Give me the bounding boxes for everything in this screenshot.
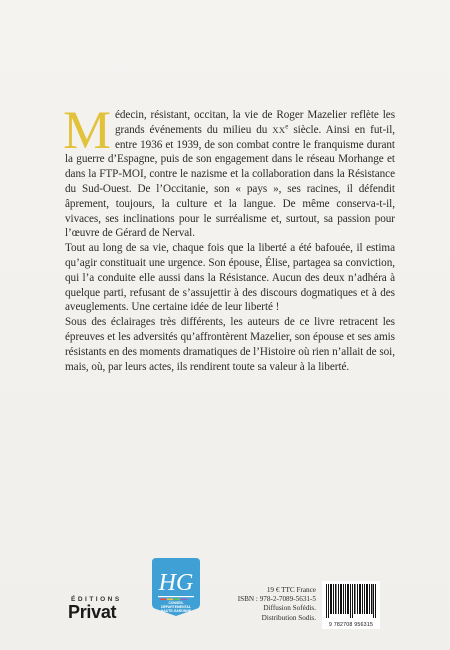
isbn: ISBN : 978-2-7089-5631-5 [237, 595, 316, 604]
century-numeral: XX [272, 124, 286, 135]
distribution: Distribution Sodis. [261, 613, 316, 622]
logo-caption: CONSEIL DÉPARTEMENTAL HAUTE-GARONNE [160, 601, 192, 613]
barcode-icon [322, 581, 380, 621]
diffusion: Diffusion Sofédis. [263, 604, 316, 613]
barcode [322, 581, 380, 629]
price: 19 € TTC France [266, 586, 316, 594]
summary-text [63, 100, 396, 374]
publisher-name: Privat [68, 602, 117, 622]
publisher-logo [68, 596, 133, 621]
logo-letters: HG [158, 570, 194, 596]
drop-cap: M [63, 100, 111, 160]
barcode-number: 9 782708 956315 [328, 622, 374, 628]
paragraph-1: Médecin, résistant, occitan, la vie de Roger Mazelier reflète les grands événements du milieu du XXe siècle. Ainsi en fut-il, entre 1936 et 1939, de son combat contre le franquisme durant la guerre d’Espagne, puis de son engagement dans le réseau Morhange et dans la FTP-MOI, contre le nazisme et la collaboration dans la Résistance du Sud-Ouest. De l’Occitanie, son « pays », ses racines, il défendit âprement, toujours, la culture et la langue. De même conserva-t-il, vivaces, ses inclinations pour le surréalisme et, surtout, sa passion pour l’œuvre de Gérard de Nerval. [63, 100, 396, 240]
haute-garonne-logo [150, 556, 202, 622]
publisher-label: ÉDITIONS [71, 596, 122, 603]
book-info [236, 586, 316, 623]
paragraph-2: Tout au long de sa vie, chaque fois que la liberté a été bafouée, il estima qu’agir constituait une urgence. Son épouse, Élise, partagea sa conviction, qui l’a conduite elle aussi dans la Résistance. Aucun des deux n’adhéra à quelque parti, refusant de s’assujettir à des discours dogmatiques et à des aveuglements. Une certaine idée de leur liberté ! [65, 242, 395, 314]
paragraph-3: Sous des éclairages très différents, les auteurs de ce livre retracent les épreuves et les adversités qu’affrontèrent Mazelier, son épouse et ses amis résistants en des moments dramatiques de l’Histoire où rien n’allait de soi, mais, où, par leurs actes, ils rendirent toute sa valeur à la liberté. [65, 316, 395, 373]
